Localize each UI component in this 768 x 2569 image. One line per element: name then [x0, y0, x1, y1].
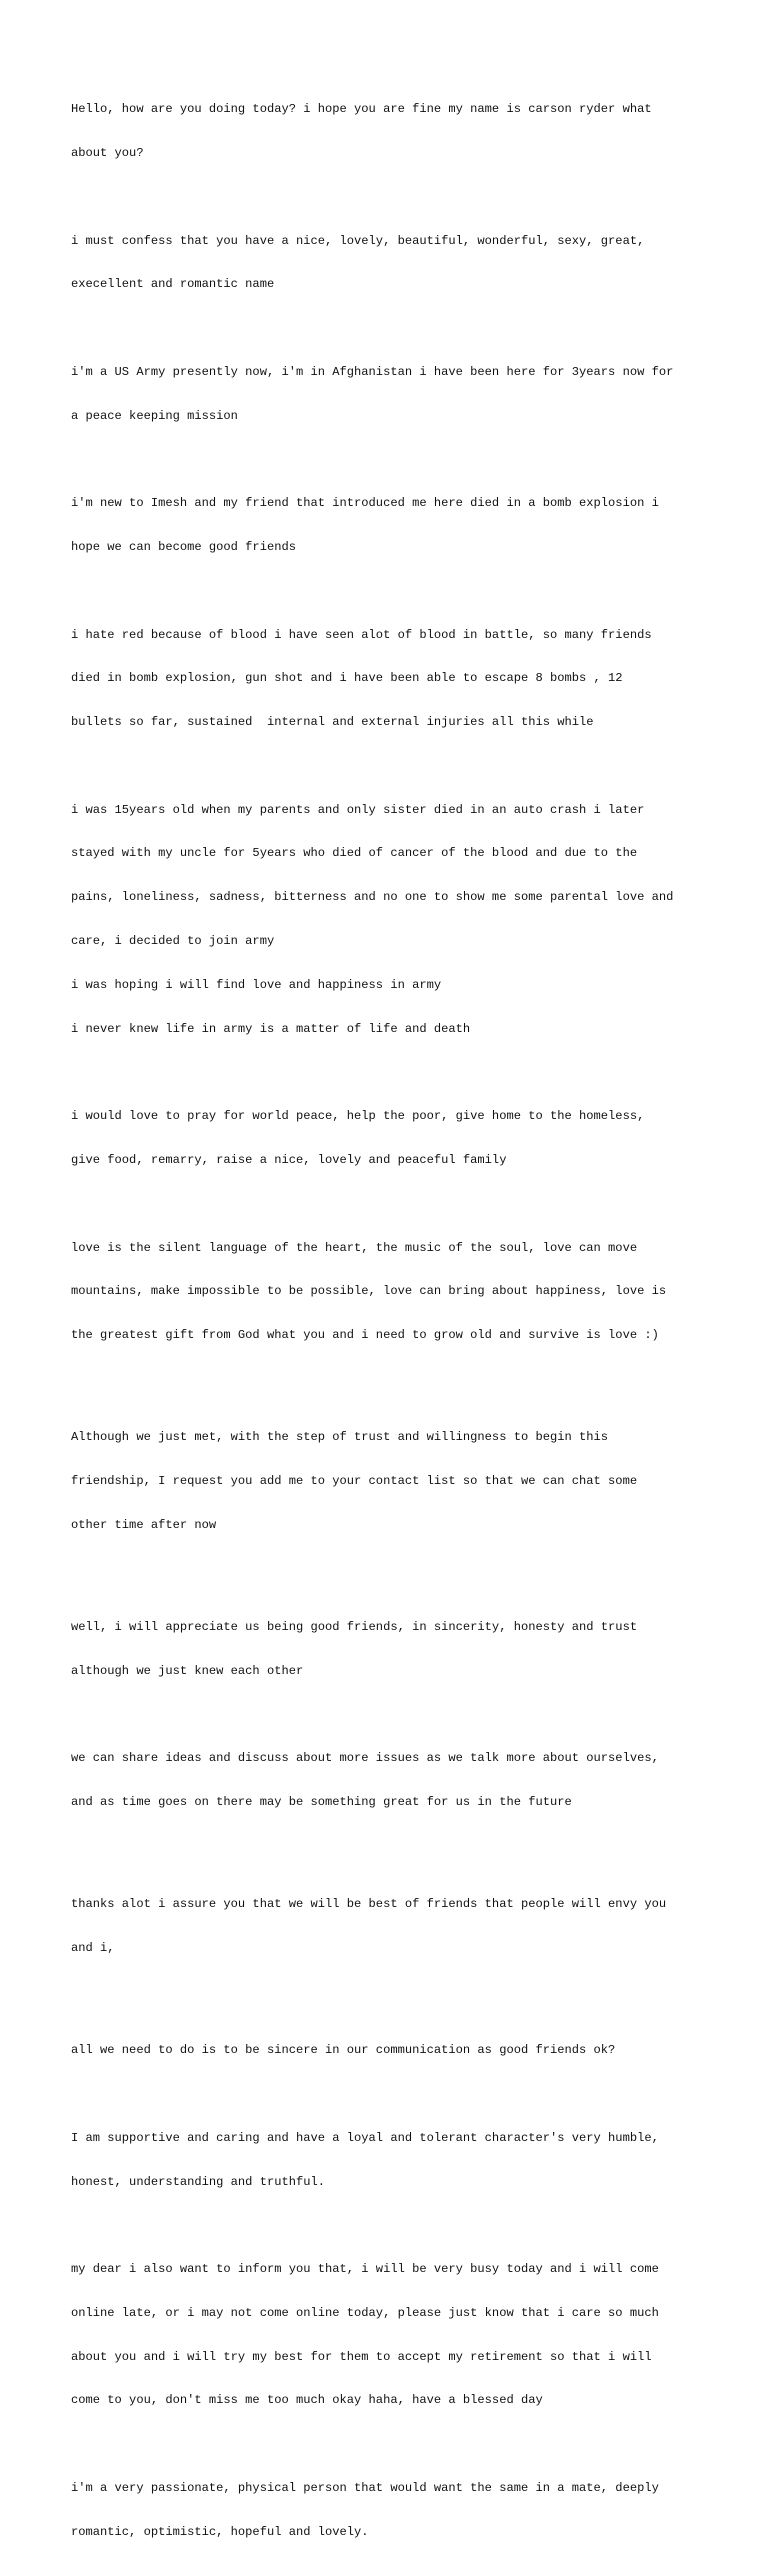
paragraph-sincere	[71, 2014, 711, 2087]
text-line: although we just knew each other	[71, 1663, 304, 1678]
paragraph-contact-request	[71, 1401, 711, 1562]
text-line: friendship, I request you add me to your contact list so that we can chat some	[71, 1474, 638, 1488]
paragraph-good-friends	[71, 1591, 711, 1708]
paragraph-family-history	[71, 774, 711, 1066]
paragraph-army	[71, 336, 711, 453]
text-line: i would love to pray for world peace, help the poor, give home to the homeless,	[71, 1109, 645, 1124]
text-line: love is the silent language of the heart, the music of the soul, love can move	[71, 1240, 638, 1255]
text-line: mountains, make impossible to be possible, love can bring about happiness, love is	[71, 1284, 667, 1299]
text-line: the greatest gift from God what you and i need to grow old and survive is love :)	[71, 1328, 659, 1343]
text-line: I am supportive and caring and have a loyal and tolerant character's very humble,	[71, 2130, 659, 2145]
text-line: we can share ideas and discuss about more issues as we talk more about ourselves,	[71, 1751, 659, 1766]
text-line: other time after now	[71, 1517, 217, 1532]
text-line: i hate red because of blood i have seen alot of blood in battle, so many friends	[71, 627, 652, 642]
text-line: bullets so far, sustained internal and external injuries all this while	[71, 715, 594, 730]
paragraph-world-peace	[71, 1080, 711, 1197]
paragraph-love	[71, 1211, 711, 1372]
text-line: i was hoping i will find love and happiness in army	[71, 977, 442, 992]
text-line: about you and i will try my best for them to accept my retirement so that i will	[71, 2349, 652, 2364]
text-line: stayed with my uncle for 5years who died of cancer of the blood and due to the	[71, 846, 638, 861]
text-line: pains, loneliness, sadness, bitterness and no one to show me some parental love and	[71, 890, 674, 905]
text-line: give food, remarry, raise a nice, lovely and peaceful family	[71, 1152, 507, 1167]
text-line: online late, or i may not come online today, please just know that i care so much	[71, 2305, 659, 2320]
text-line: i was 15years old when my parents and only sister died in an auto crash i later	[71, 802, 645, 817]
text-line: about you?	[71, 145, 144, 160]
document-body	[71, 73, 711, 2569]
text-line: and i,	[71, 1941, 115, 1955]
paragraph-character	[71, 2102, 711, 2219]
text-line: my dear i also want to inform you that, i will be very busy today and i will come	[71, 2262, 659, 2277]
paragraph-battle	[71, 598, 711, 759]
text-line: romantic, optimistic, hopeful and lovely.	[71, 2524, 369, 2539]
text-line: hope we can become good friends	[71, 540, 296, 554]
text-line: thanks alot i assure you that we will be best of friends that people will envy you	[71, 1897, 667, 1912]
text-line: honest, understanding and truthful.	[71, 2174, 326, 2189]
paragraph-share-ideas	[71, 1722, 711, 1839]
paragraph-greeting	[71, 73, 711, 190]
text-line: a peace keeping mission	[71, 408, 238, 423]
text-line: execellent and romantic name	[71, 277, 275, 292]
text-line: come to you, don't miss me too much okay haha, have a blessed day	[71, 2393, 543, 2408]
paragraph-passionate	[71, 2452, 711, 2569]
text-line: care, i decided to join army	[71, 934, 275, 949]
paragraph-busy-today	[71, 2233, 711, 2437]
text-line: Hello, how are you doing today? i hope you are fine my name is carson ryder what	[71, 102, 652, 117]
text-line: i'm a US Army presently now, i'm in Afghanistan i have been here for 3years now for	[71, 364, 674, 379]
text-line: i must confess that you have a nice, lovely, beautiful, wonderful, sexy, great,	[71, 233, 645, 248]
paragraph-new-to-imesh	[71, 467, 711, 584]
text-line: i'm new to Imesh and my friend that introduced me here died in a bomb explosion i	[71, 496, 659, 511]
text-line: i never knew life in army is a matter of life and death	[71, 1021, 471, 1036]
paragraph-thanks	[71, 1868, 711, 1985]
text-line: and as time goes on there may be something great for us in the future	[71, 1795, 572, 1810]
text-line: died in bomb explosion, gun shot and i have been able to escape 8 bombs , 12	[71, 671, 623, 686]
text-line: well, i will appreciate us being good friends, in sincerity, honesty and trust	[71, 1619, 638, 1634]
text-line: i'm a very passionate, physical person that would want the same in a mate, deeply	[71, 2480, 659, 2495]
text-line: Although we just met, with the step of trust and willingness to begin this	[71, 1430, 609, 1445]
paragraph-compliment	[71, 204, 711, 321]
text-line: all we need to do is to be sincere in our communication as good friends ok?	[71, 2043, 616, 2058]
